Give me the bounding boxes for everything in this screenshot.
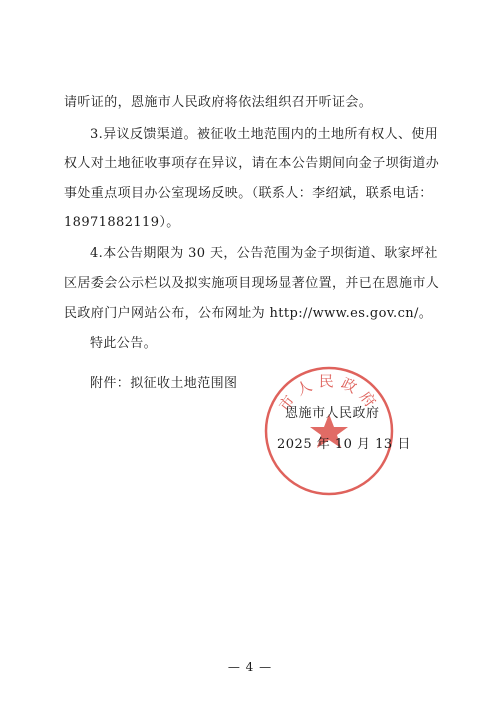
body-line-9: 特此公告。	[90, 336, 158, 351]
page-number: — 4 —	[227, 660, 273, 674]
svg-text:市人民政府: 市人民政府	[275, 372, 384, 416]
attachment-note: 附件：拟征收土地范围图	[90, 376, 238, 391]
body-line-4: 事处重点项目办公室现场反映。（联系人：李绍斌，联系电话：	[64, 186, 433, 201]
body-line-7: 区居委会公示栏以及拟实施项目现场显著位置，并已在恩施市人	[64, 276, 440, 291]
body-line-3: 权人对土地征收事项存在异议，请在本公告期间向金子坝街道办	[64, 156, 440, 171]
official-seal	[262, 364, 396, 498]
body-line-1: 请听证的，恩施市人民政府将依法组织召开听证会。	[64, 95, 373, 110]
body-line-6: 4.本公告期限为 30 天，公告范围为金子坝街道、耿家坪社	[90, 246, 438, 261]
body-line-8: 民政府门户网站公布，公布网址为 http://www.es.gov.cn/。	[64, 306, 433, 321]
issuer-name: 恩施市人民政府	[285, 406, 380, 421]
body-line-2: 3.异议反馈渠道。被征收土地范围内的土地所有权人、使用	[90, 127, 439, 142]
body-line-5: 18971882119）。	[64, 215, 180, 230]
issue-date: 2025 年 10 月 13 日	[277, 437, 411, 452]
